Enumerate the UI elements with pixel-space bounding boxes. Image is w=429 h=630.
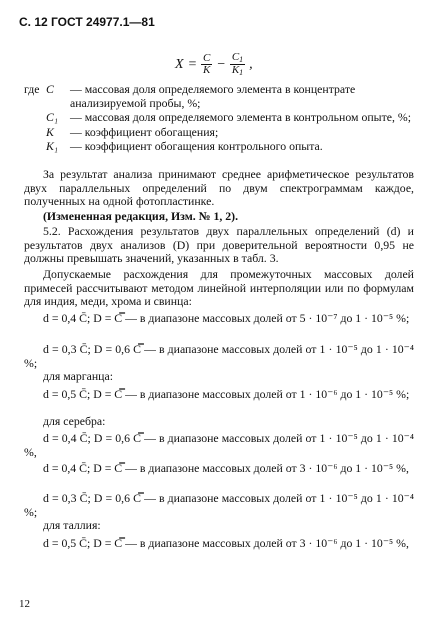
- def-row: K₁ — коэффициент обогащения контрольного опыта.: [46, 139, 323, 154]
- frac-num-c1: $C_1$: [231, 51, 244, 64]
- formula-tail: ,: [249, 56, 253, 72]
- formula-line: d = 0,3 C̄; D = 0,6 C̿ — в диапазоне массовых долей от 1 · 10⁻⁵ до 1 · 10⁻⁴ %;: [24, 491, 414, 519]
- formula-line: d = 0,4 C̄; D = 0,6 C̿ — в диапазоне массовых долей от 1 · 10⁻⁵ до 1 · 10⁻⁴ %,: [24, 431, 414, 459]
- section-label: для таллия:: [43, 518, 101, 532]
- def-row: C₁ — массовая доля определяемого элемента в контрольном опыте, %;: [46, 110, 411, 125]
- formula-line: d = 0,3 C̄; D = 0,6 C̿ — в диапазоне массовых долей от 1 · 10⁻⁵ до 1 · 10⁻⁴ %;: [24, 342, 414, 370]
- section-label: для марганца:: [43, 369, 113, 383]
- paragraph-amendment: (Измененная редакция, Изм. № 1, 2).: [43, 209, 239, 223]
- frac-num-c: C: [203, 52, 211, 64]
- fraction-c1-k1: [230, 52, 245, 77]
- page-number: 12: [19, 598, 30, 610]
- definitions: [24, 83, 414, 155]
- formula-line: d = 0,5 C̄; D = C̿ — в диапазоне массовых долей от 1 · 10⁻⁶ до 1 · 10⁻⁵ %;: [43, 387, 410, 401]
- formula-minus: −: [216, 56, 226, 72]
- paragraph-tolerances: Допускаемые расхождения для промежуточных массовых долей примесей рассчитывают методом линейной интерполяции или по формулам для индия, меди, хрома и свинца:: [24, 267, 414, 309]
- paragraph-result: За результат анализа принимают среднее арифметическое результатов двух параллельных определений по двум спектрограммам каждое, полученных на одной фотопластинке.: [24, 167, 414, 209]
- formula-lhs: X: [175, 56, 184, 72]
- def-row: где C — массовая доля определяемого элемента в концентрате анализируемой пробы, %;: [24, 82, 356, 110]
- formula-line: d = 0,5 C̄; D = C̿ — в диапазоне массовых долей от 3 · 10⁻⁶ до 1 · 10⁻⁵ %,: [43, 536, 409, 550]
- frac-den-k1: $K_1$: [231, 64, 244, 77]
- section-label: для серебра:: [43, 414, 106, 428]
- formula-line: d = 0,4 C̄; D = C̿ — в диапазоне массовых долей от 5 · 10⁻⁷ до 1 · 10⁻⁵ %;: [43, 311, 410, 325]
- def-row: K — коэффициент обогащения;: [46, 124, 219, 139]
- page-header: С. 12 ГОСТ 24977.1—81: [19, 15, 155, 29]
- fraction-c-k: [201, 53, 212, 76]
- paragraph-5-2: 5.2. Расхождения результатов двух параллельных определений (d) и результатов двух анализов (D) при доверительной вероятности 0,95 не должны превышать значений, указанных в табл. 3.: [24, 224, 414, 266]
- formula-eq: =: [187, 56, 198, 72]
- formula: [175, 52, 253, 77]
- frac-den-k: K: [203, 64, 211, 76]
- formula-line: d = 0,4 C̄; D = C̿ — в диапазоне массовых долей от 3 · 10⁻⁶ до 1 · 10⁻⁵ %,: [43, 461, 409, 475]
